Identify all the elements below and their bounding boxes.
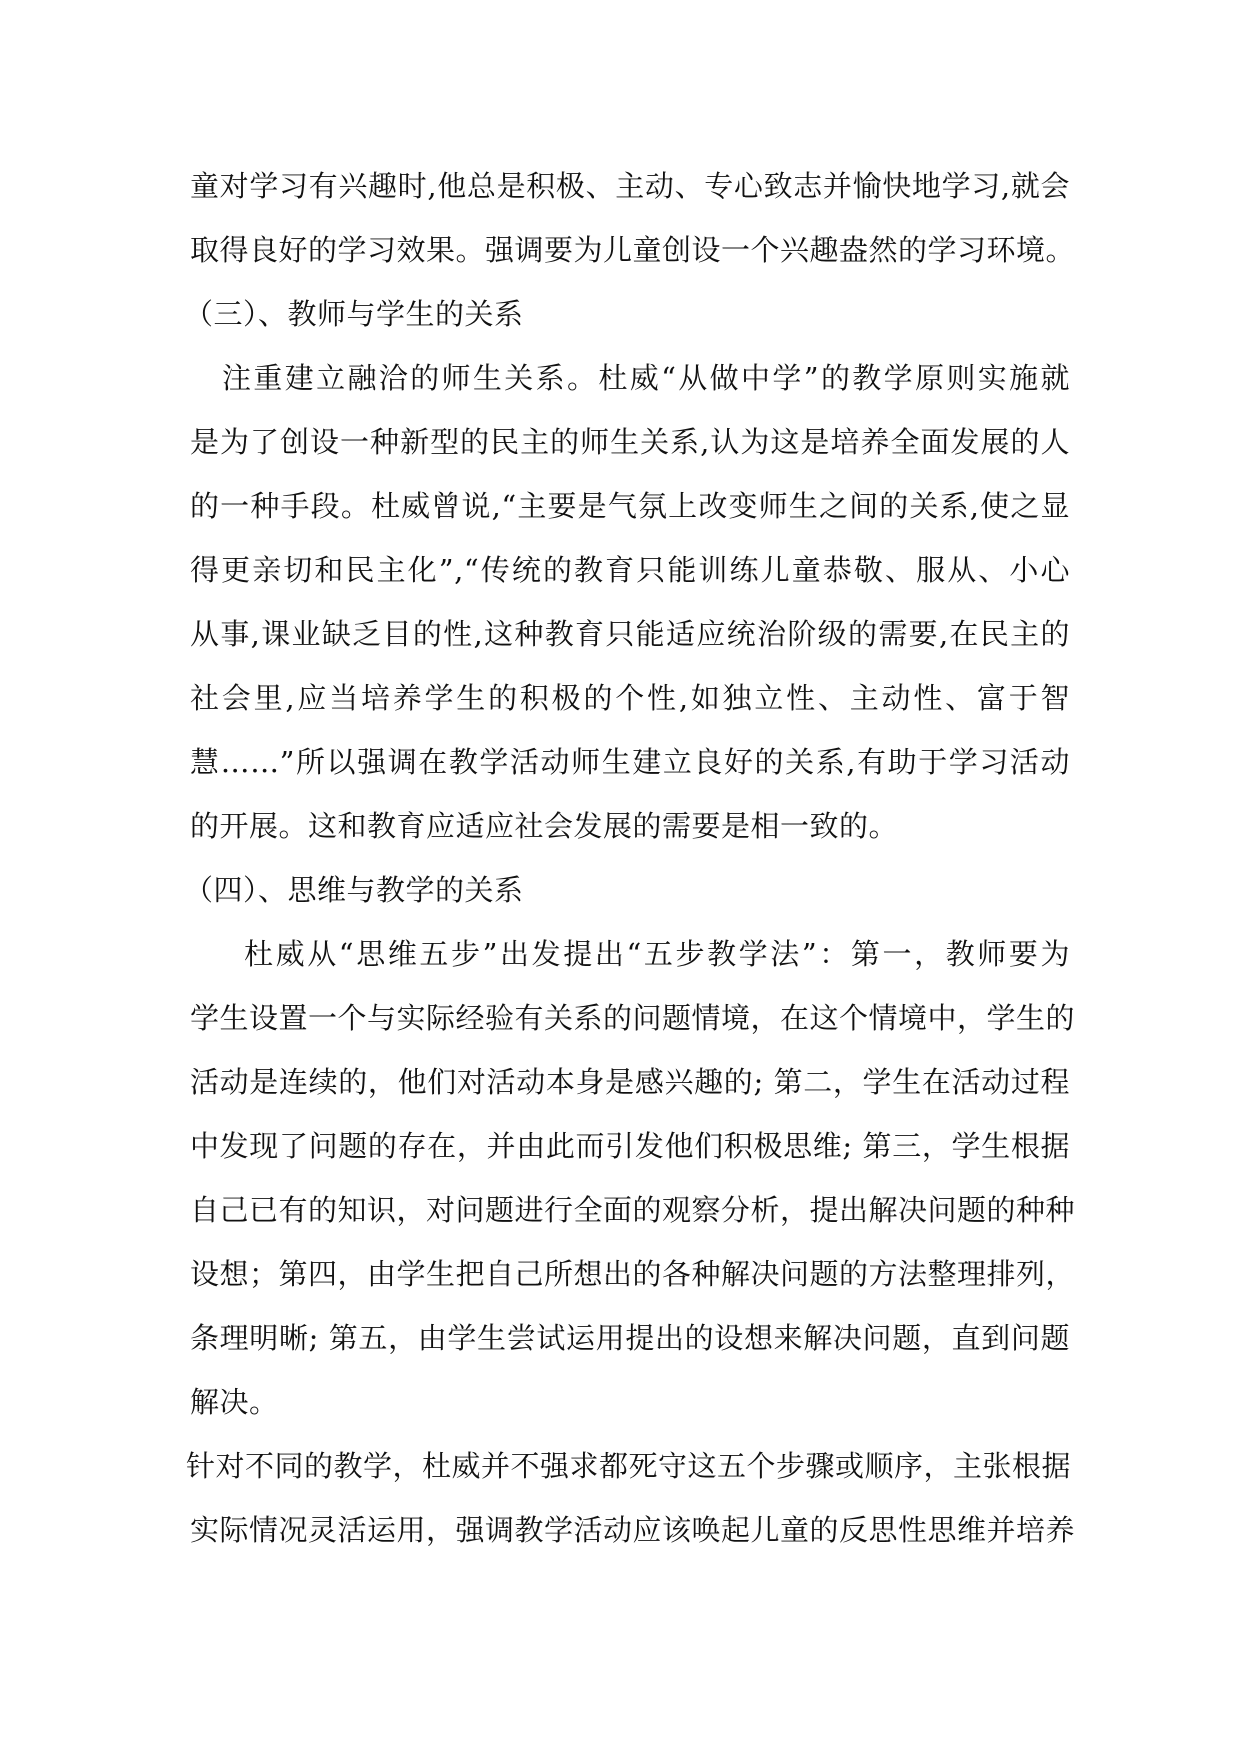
text-line: 学生设置一个与实际经验有关系的问题情境，在这个情境中，学生的 [190,1001,1076,1035]
text-line: 解决。 [190,1385,279,1419]
text-line: 注重建立融洽的师生关系。杜威“从做中学”的教学原则实施就 [222,361,1070,395]
text-line: 条理明晰; 第五，由学生尝试运用提出的设想来解决问题，直到问题 [190,1321,1070,1355]
section-heading: （三）、教师与学生的关系 [184,297,524,331]
text-line: 从事,课业缺乏目的性,这种教育只能适应统治阶级的需要,在民主的 [190,617,1070,651]
text-line: 的开展。这和教育应适应社会发展的需要是相一致的。 [190,809,899,843]
text-line: 实际情况灵活运用，强调教学活动应该唤起儿童的反思性思维并培养 [190,1513,1076,1547]
text-line: 中发现了问题的存在，并由此而引发他们积极思维; 第三，学生根据 [190,1129,1070,1163]
section-heading: （四）、思维与教学的关系 [184,873,524,907]
text-line: 社会里,应当培养学生的积极的个性,如独立性、主动性、富于智 [190,681,1070,715]
text-line: 的一种手段。杜威曾说,“主要是气氛上改变师生之间的关系,使之显 [190,489,1070,523]
text-line: 自己已有的知识，对问题进行全面的观察分析，提出解决问题的种种 [190,1193,1076,1227]
text-line: 取得良好的学习效果。强调要为儿童创设一个兴趣盎然的学习环境。 [190,233,1076,267]
text-line: 杜威从“思维五步”出发提出“五步教学法”：第一，教师要为 [244,937,1070,971]
text-line: 设想；第四，由学生把自己所想出的各种解决问题的方法整理排列， [190,1257,1076,1291]
text-line: 活动是连续的，他们对活动本身是感兴趣的; 第二，学生在活动过程 [190,1065,1070,1099]
text-line: 童对学习有兴趣时,他总是积极、主动、专心致志并愉快地学习,就会 [190,169,1070,203]
text-line: 慧……”所以强调在教学活动师生建立良好的关系,有助于学习活动 [190,745,1070,779]
text-line: 是为了创设一种新型的民主的师生关系,认为这是培养全面发展的人 [190,425,1070,459]
text-line: 针对不同的教学，杜威并不强求都死守这五个步骤或顺序，主张根据 [186,1449,1072,1483]
text-line: 得更亲切和民主化”,“传统的教育只能训练儿童恭敬、服从、小心 [190,553,1070,587]
